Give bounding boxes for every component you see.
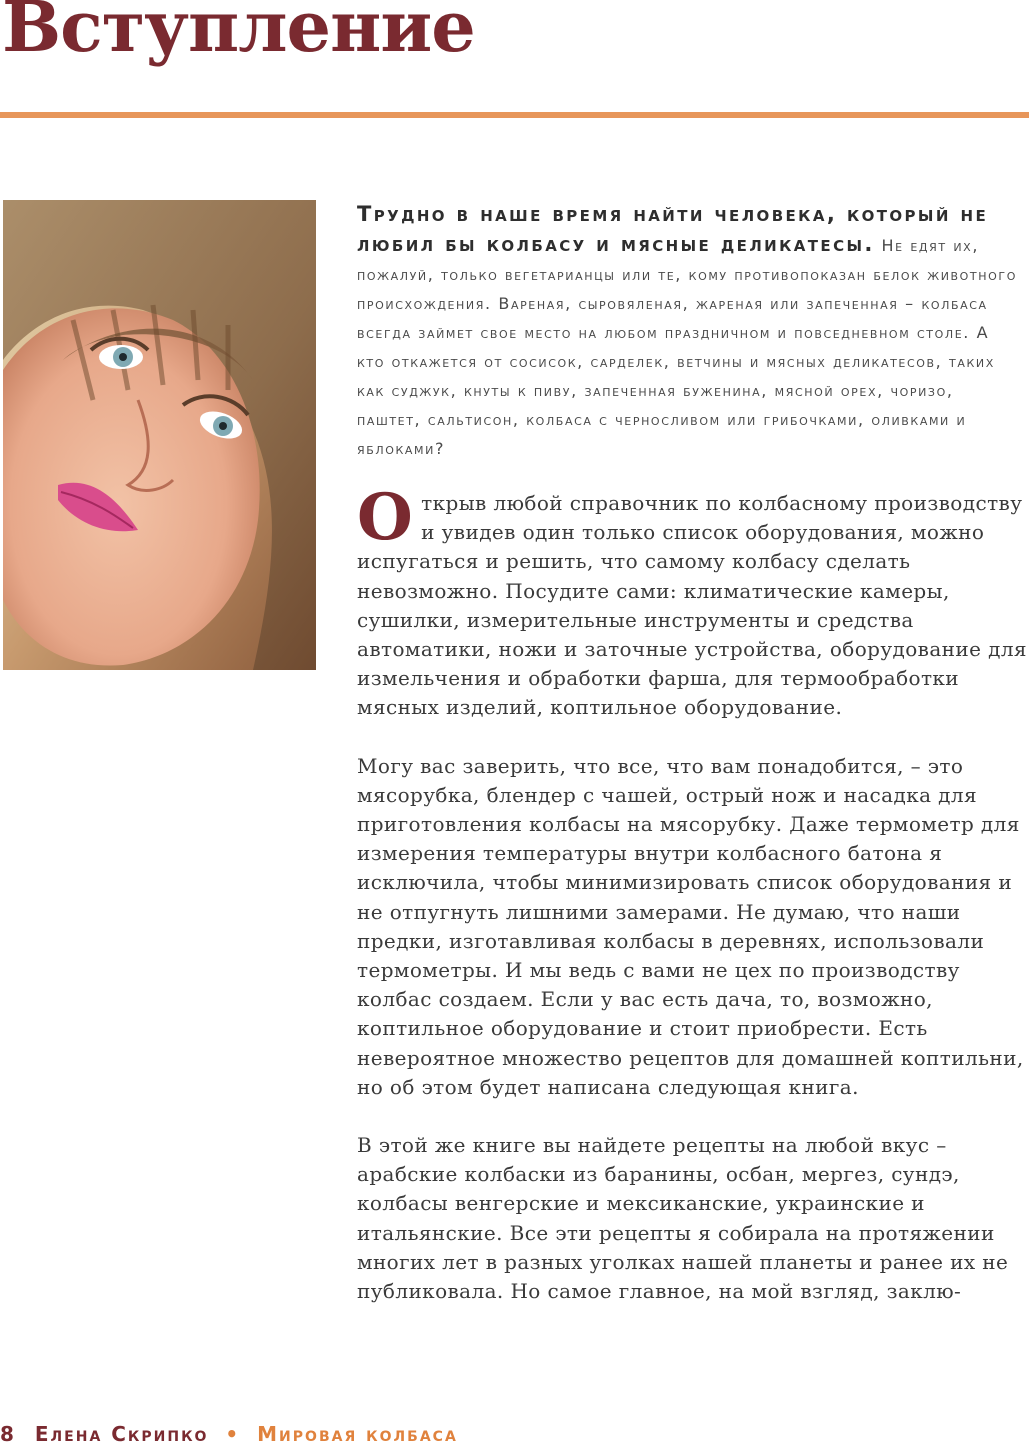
body-paragraph-1 <box>357 480 1029 723</box>
body-paragraph-1-text: ткрыв любой справочник по колбасному производству и увидев один только список оборудования, можно испугаться и решить, что самому колбасу сделать невозможно. Посудите сами: климатические камеры, сушилки, измерительные инструменты и средства автоматики, ножи и заточные устройства, оборудование для измельчения и обработки фарша, для термообработки мясных изделий, коптильное оборудование. <box>357 491 1027 720</box>
body-paragraph-3: В этой же книге вы найдете рецепты на любой вкус – арабские колбаски из баранины, осбан, мергез, сундэ, колбасы венгерские и мексиканские, украинские и итальянские. Все эти рецепты я собирала на протяжении многих лет в разных уголках нашей планеты и ранее их не публиковала. Но самое главное, на мой взгляд, заклю- <box>357 1133 1009 1304</box>
lead-paragraph <box>357 200 1017 463</box>
footer-author: Елена Скрипко <box>34 1422 209 1446</box>
author-portrait <box>3 200 316 670</box>
body-paragraph-2: Могу вас заверить, что все, что вам понадобится, – это мясорубка, блендер с чашей, острый нож и насадка для приготовления колбасы на мясорубку. Даже термометр для измерения температуры внутри колбасного батона я исключила, чтобы минимизировать список оборудования и не отпугнуть лишними замерами. Не думаю, что наши предки, изготавливая колбасы в деревнях, использовали термометры. И мы ведь с вами не цех по производству колбас создаем. Если у вас есть дача, то, возможно, коптильное оборудование и стоит приобрести. Есть невероятное множество рецептов для домашней коптильни, но об этом будет написана следующая книга. <box>357 753 1024 1099</box>
page-number: 8 <box>0 1422 16 1446</box>
page-footer <box>0 1424 458 1444</box>
title-divider <box>0 112 1029 118</box>
page-title: Вступление <box>2 0 475 68</box>
footer-book-title: Мировая колбаса <box>257 1422 458 1446</box>
lead-strong-text: Трудно в наше время найти человека, который не любил бы колбасу и мясные деликатесы. <box>357 202 989 256</box>
drop-cap: О <box>357 480 414 555</box>
footer-separator: • <box>225 1422 241 1446</box>
main-column <box>357 200 1029 1306</box>
lead-rest-text: Не едят их, пожалуй, только вегетарианцы или те, кому противопоказан белок животного происхождения. Вареная, сыровяленая, жареная или запеченная – колбаса всегда займет свое место на любом праздничном и повседневном столе. А кто откажется от сосисок, сарделек, ветчины и мясных деликатесов, таких как суджук, кнуты к пиву, запеченная буженина, мясной орех, чоризо, паштет, сальтисон, колбаса с черносливом или грибочками, оливками и яблоками? <box>357 236 1017 458</box>
